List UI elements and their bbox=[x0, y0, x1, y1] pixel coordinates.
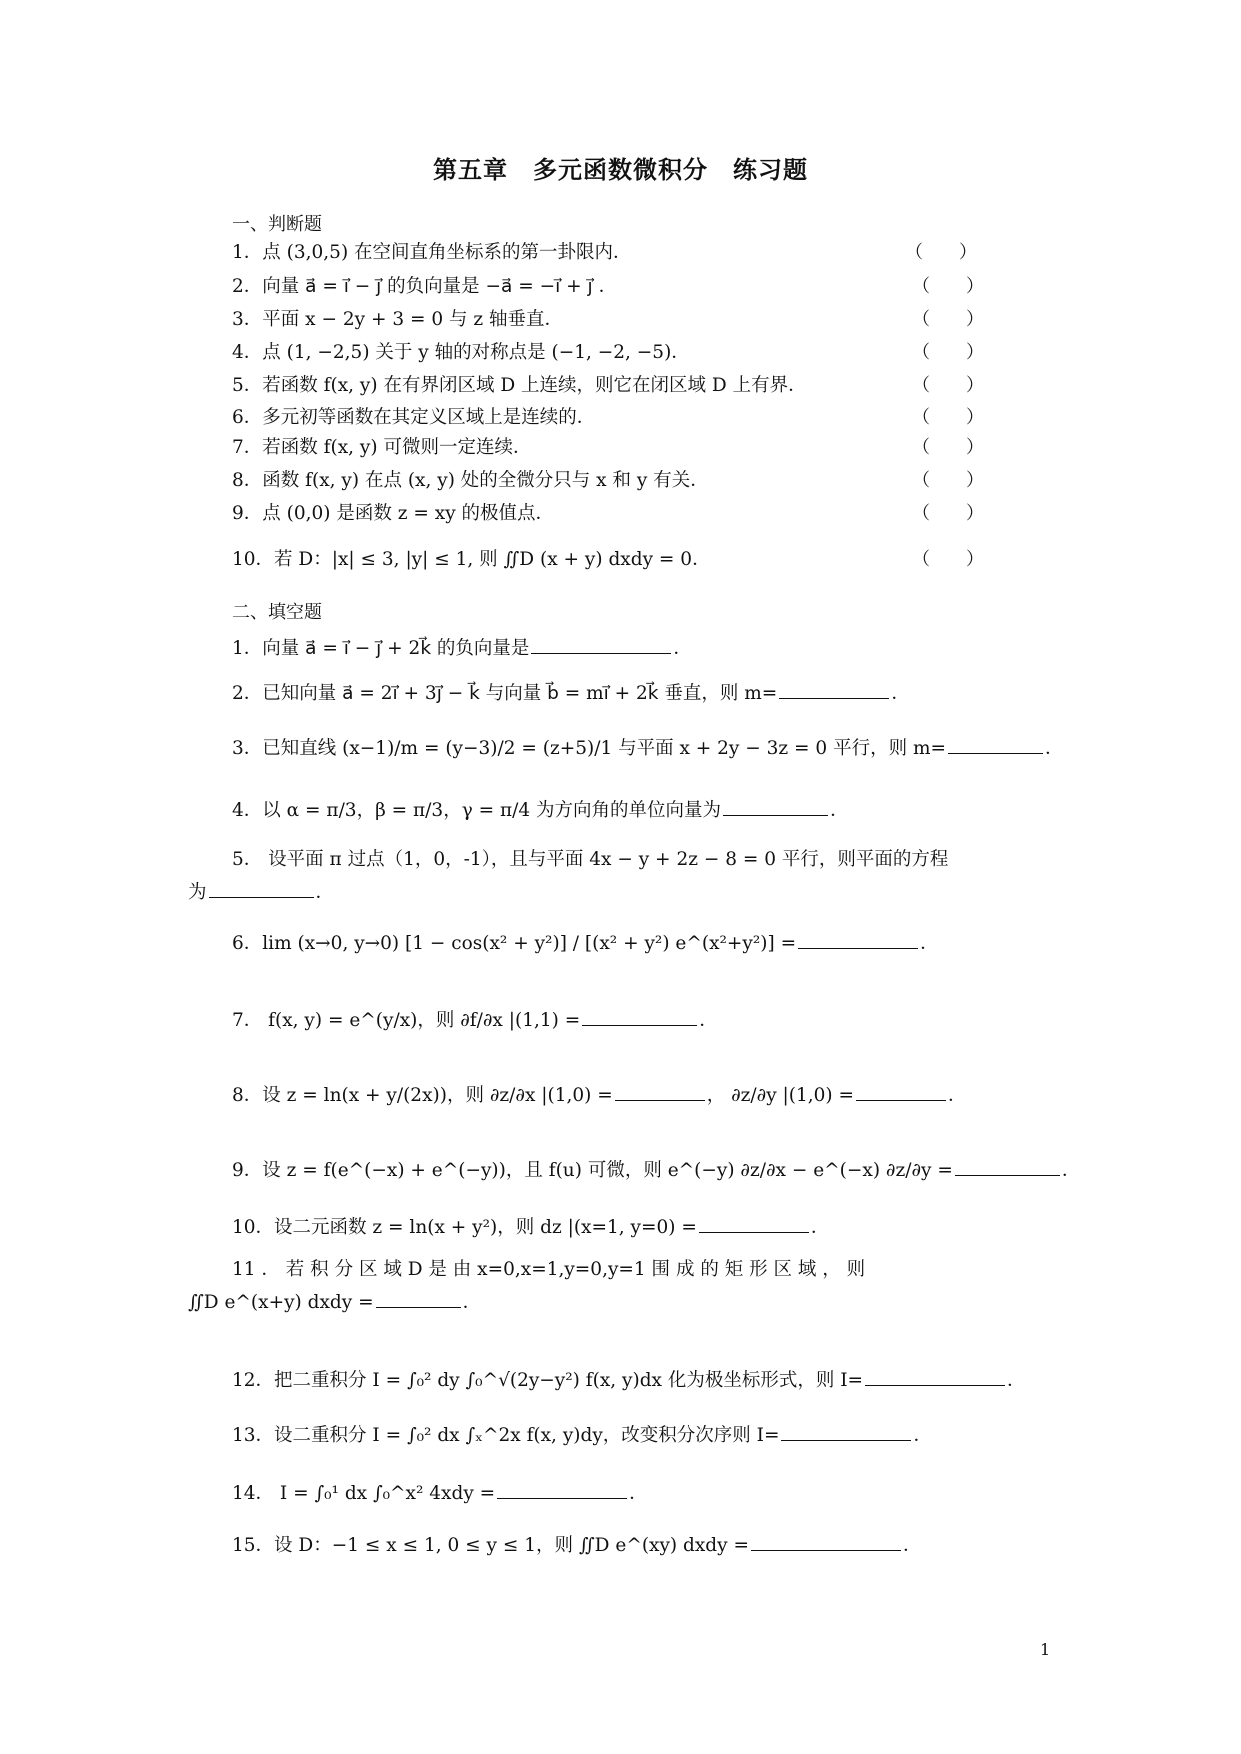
fill-item-10 bbox=[232, 1212, 829, 1239]
answer-blank[interactable] bbox=[723, 795, 828, 816]
fill-item-13 bbox=[232, 1420, 932, 1447]
answer-mark-5: （ ） bbox=[912, 375, 984, 396]
section-heading-fill-blank: 二、填空题 bbox=[232, 602, 322, 623]
answer-blank[interactable] bbox=[856, 1080, 946, 1101]
judgement-item-6: 6．多元初等函数在其定义区域上是连续的． bbox=[232, 407, 596, 428]
fill-item-9-text: 9．设 z = f(e^(−x) + e^(−y))，且 f(u) 可微，则 e^(−y) ∂z/∂x − e^(−x) ∂z/∂y = bbox=[232, 1160, 953, 1181]
fill-item-3-end: ． bbox=[1045, 738, 1064, 759]
fill-item-8-text: 8．设 z = ln(x + y/(2x))，则 ∂z/∂x |(1,0) = bbox=[232, 1085, 613, 1106]
answer-blank[interactable] bbox=[376, 1287, 461, 1308]
fill-item-14-end: ． bbox=[629, 1483, 648, 1504]
fill-item-11-cont bbox=[188, 1287, 481, 1314]
fill-item-11-text: 11 ． 若 积 分 区 域 D 是 由 x=0,x=1,y=0,y=1 围 成 的 矩 形 区 域 ， 则 bbox=[232, 1259, 866, 1280]
fill-item-2 bbox=[232, 678, 910, 705]
judgement-item-1: 1．点 (3,0,5) 在空间直角坐标系的第一卦限内． bbox=[232, 242, 632, 263]
judgement-item-4: 4．点 (1, −2,5) 关于 y 轴的对称点是 (−1, −2, −5)． bbox=[232, 342, 690, 363]
fill-item-5-cont bbox=[188, 877, 334, 904]
fill-item-14-text: 14． I = ∫₀¹ dx ∫₀^x² 4xdy = bbox=[232, 1483, 496, 1504]
fill-item-15-text: 15．设 D：−1 ≤ x ≤ 1, 0 ≤ y ≤ 1，则 ∬D e^(xy) dxdy = bbox=[232, 1535, 749, 1556]
fill-item-1-end: ． bbox=[673, 638, 692, 659]
fill-item-7 bbox=[232, 1005, 718, 1032]
answer-blank[interactable] bbox=[615, 1080, 705, 1101]
fill-item-4-text: 4．以 α = π/3，β = π/3，γ = π/4 为方向角的单位向量为 bbox=[232, 800, 722, 821]
page-title: 第五章 多元函数微积分 练习题 bbox=[433, 156, 808, 184]
fill-item-4 bbox=[232, 795, 849, 822]
fill-item-3-text: 3．已知直线 (x−1)/m = (y−3)/2 = (z+5)/1 与平面 x + 2y − 3z = 0 平行，则 m= bbox=[232, 738, 947, 759]
judgement-item-5: 5．若函数 f(x, y) 在有界闭区域 D 上连续，则它在闭区域 D 上有界． bbox=[232, 375, 807, 396]
fill-item-13-end: ． bbox=[913, 1425, 932, 1446]
answer-mark-10: （ ） bbox=[912, 549, 984, 570]
fill-item-6-end: ． bbox=[920, 933, 939, 954]
judgement-item-10: 10．若 D：|x| ≤ 3, |y| ≤ 1, 则 ∬D (x + y) dxdy = 0． bbox=[232, 549, 711, 570]
fill-item-3 bbox=[232, 733, 1064, 760]
fill-item-6 bbox=[232, 928, 939, 955]
fill-item-9 bbox=[232, 1155, 1080, 1182]
answer-blank[interactable] bbox=[751, 1530, 901, 1551]
fill-item-8 bbox=[232, 1080, 967, 1107]
fill-item-2-text: 2．已知向量 a⃗ = 2i⃗ + 3j⃗ − k⃗ 与向量 b⃗ = mi⃗ + 2k⃗ 垂直，则 m= bbox=[232, 683, 778, 704]
answer-blank[interactable] bbox=[699, 1212, 809, 1233]
fill-item-14 bbox=[232, 1478, 648, 1505]
answer-mark-6: （ ） bbox=[912, 407, 984, 428]
answer-blank[interactable] bbox=[955, 1155, 1060, 1176]
fill-item-11 bbox=[232, 1255, 865, 1281]
fill-item-1-text: 1．向量 a⃗ = i⃗ − j⃗ + 2k⃗ 的负向量是 bbox=[232, 638, 530, 659]
fill-item-15 bbox=[232, 1530, 922, 1557]
fill-item-7-text: 7． f(x, y) = e^(y/x)，则 ∂f/∂x |(1,1) = bbox=[232, 1010, 581, 1031]
fill-item-7-end: ． bbox=[699, 1010, 718, 1031]
fill-item-10-text: 10．设二元函数 z = ln(x + y²)，则 dz |(x=1, y=0) = bbox=[232, 1217, 697, 1238]
page-number: 1 bbox=[1040, 1640, 1051, 1659]
answer-mark-4: （ ） bbox=[912, 342, 984, 363]
answer-mark-7: （ ） bbox=[912, 437, 984, 458]
fill-item-13-text: 13．设二重积分 I = ∫₀² dx ∫ₓ^2x f(x, y)dy，改变积分次序则 I= bbox=[232, 1425, 780, 1446]
fill-item-5-cont-text: 为 bbox=[188, 882, 207, 903]
judgement-item-2: 2．向量 a⃗ = i⃗ − j⃗ 的负向量是 −a⃗ = −i⃗ + j⃗ ． bbox=[232, 276, 618, 297]
fill-item-8-end: ． bbox=[948, 1085, 967, 1106]
answer-blank[interactable] bbox=[798, 928, 918, 949]
judgement-item-7: 7．若函数 f(x, y) 可微则一定连续． bbox=[232, 437, 532, 458]
section-heading-judgement: 一、判断题 bbox=[232, 214, 322, 235]
answer-mark-2: （ ） bbox=[912, 276, 984, 297]
answer-blank[interactable] bbox=[531, 633, 671, 654]
fill-item-11-end: ． bbox=[462, 1292, 482, 1313]
fill-item-10-end: ． bbox=[810, 1217, 830, 1238]
answer-blank[interactable] bbox=[497, 1478, 627, 1499]
fill-item-8-mid: ， ∂z/∂y |(1,0) = bbox=[706, 1085, 855, 1106]
fill-item-5-end: ． bbox=[315, 882, 335, 903]
answer-mark-1: （ ） bbox=[905, 242, 977, 263]
fill-item-15-end: ． bbox=[902, 1535, 922, 1556]
fill-item-5 bbox=[232, 845, 948, 871]
fill-item-9-end: ． bbox=[1061, 1160, 1081, 1181]
judgement-item-8: 8．函数 f(x, y) 在点 (x, y) 处的全微分只与 x 和 y 有关． bbox=[232, 470, 709, 491]
answer-blank[interactable] bbox=[209, 877, 314, 898]
answer-mark-9: （ ） bbox=[912, 503, 984, 524]
fill-item-12-end: ． bbox=[1007, 1370, 1026, 1391]
answer-blank[interactable] bbox=[779, 678, 889, 699]
fill-item-12-text: 12．把二重积分 I = ∫₀² dy ∫₀^√(2y−y²) f(x, y)dx 化为极坐标形式，则 I= bbox=[232, 1370, 864, 1391]
fill-item-2-end: ． bbox=[891, 683, 910, 704]
fill-item-1 bbox=[232, 633, 692, 660]
answer-mark-3: （ ） bbox=[912, 309, 984, 330]
fill-item-5-text: 5． 设平面 π 过点（1，0，-1），且与平面 4x − y + 2z − 8 = 0 平行，则平面的方程 bbox=[232, 849, 949, 870]
answer-blank[interactable] bbox=[582, 1005, 697, 1026]
fill-item-11-cont-text: ∬D e^(x+y) dxdy = bbox=[188, 1292, 374, 1313]
answer-blank[interactable] bbox=[948, 733, 1043, 754]
answer-mark-8: （ ） bbox=[912, 470, 984, 491]
judgement-item-3: 3．平面 x − 2y + 3 = 0 与 z 轴垂直． bbox=[232, 309, 564, 330]
judgement-item-9: 9．点 (0,0) 是函数 z = xy 的极值点． bbox=[232, 503, 555, 524]
answer-blank[interactable] bbox=[781, 1420, 911, 1441]
fill-item-4-end: ． bbox=[830, 800, 849, 821]
fill-item-12 bbox=[232, 1365, 1026, 1392]
answer-blank[interactable] bbox=[865, 1365, 1005, 1386]
fill-item-6-text: 6．lim (x→0, y→0) [1 − cos(x² + y²)] / [(x² + y²) e^(x²+y²)] = bbox=[232, 933, 797, 954]
